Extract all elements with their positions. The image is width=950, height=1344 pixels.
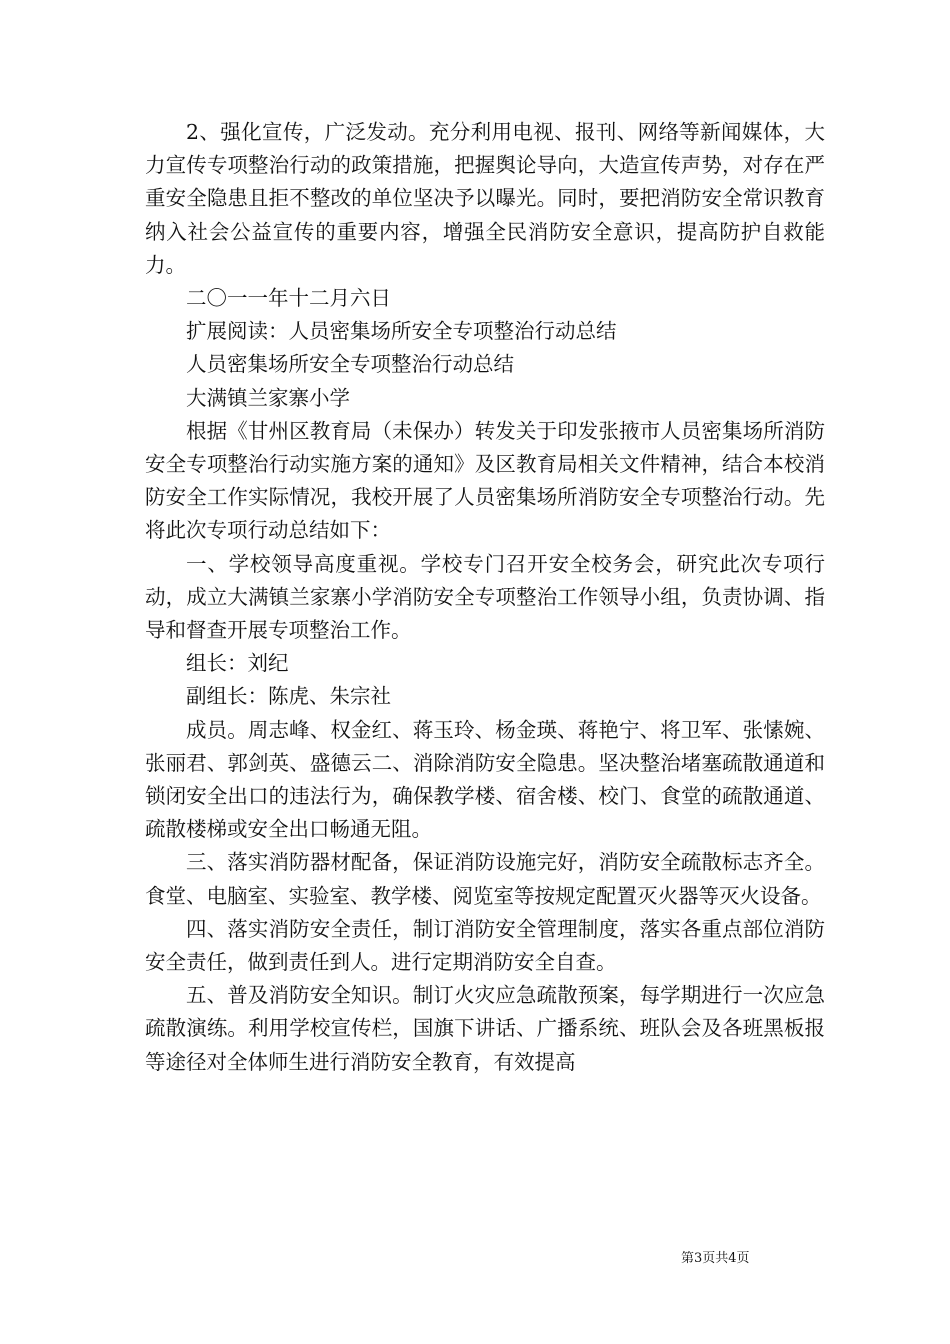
paragraph-section-one: 一、学校领导高度重视。学校专门召开安全校务会，研究此次专项行动，成立大满镇兰家寨小学消防安全专项整治工作领导小组，负责协调、指导和督查开展专项整治工作。: [145, 551, 825, 643]
paragraph-deputy-leaders: 副组长：陈虎、朱宗社: [186, 684, 391, 709]
paragraph-title: 人员密集场所安全专项整治行动总结: [186, 352, 514, 377]
paragraph-leader: 组长：刘纪: [186, 651, 289, 676]
document-body: [145, 116, 825, 1079]
paragraph-section-five: 五、普及消防安全知识。制订火灾应急疏散预案，每学期进行一次应急疏散演练。利用学校宣传栏，国旗下讲话、广播系统、班队会及各班黑板报等途径对全体师生进行消防安全教育，有效提高: [145, 983, 825, 1074]
paragraph-extended-reading: 扩展阅读：人员密集场所安全专项整治行动总结: [186, 319, 617, 344]
paragraph-intro: 根据《甘州区教育局（未保办）转发关于印发张掖市人员密集场所消防安全专项整治行动实施方案的通知》及区教育局相关文件精神，结合本校消防安全工作实际情况，我校开展了人员密集场所消防安全专项整治行动。先将此次专项行动总结如下：: [145, 418, 825, 543]
page-number-footer: 第3页共4页: [681, 1251, 750, 1266]
paragraph-section-three: 三、落实消防器材配备，保证消防设施完好，消防安全疏散标志齐全。食堂、电脑室、实验室、教学楼、阅览室等按规定配置灭火器等灭火设备。: [145, 850, 825, 908]
paragraph-publicity: 2、强化宣传，广泛发动。充分利用电视、报刊、网络等新闻媒体，大力宣传专项整治行动的政策措施，把握舆论导向，大造宣传声势，对存在严重安全隐患且拒不整改的单位坚决予以曝光。同时，要把消防安全常识教育纳入社会公益宣传的重要内容，增强全民消防安全意识，提高防护自救能力。: [145, 120, 825, 277]
paragraph-members: 成员。周志峰、权金红、蒋玉玲、杨金瑛、蒋艳宁、将卫军、张愫婉、张丽君、郭剑英、盛德云二、消除消防安全隐患。坚决整治堵塞疏散通道和锁闭安全出口的违法行为，确保教学楼、宿舍楼、校门、食堂的疏散通道、疏散楼梯或安全出口畅通无阻。: [145, 717, 825, 842]
paragraph-school-name: 大满镇兰家寨小学: [186, 385, 350, 410]
paragraph-section-four: 四、落实消防安全责任，制订消防安全管理制度，落实各重点部位消防安全责任，做到责任到人。进行定期消防安全自查。: [145, 916, 825, 975]
paragraph-date: 二〇一一年十二月六日: [186, 286, 391, 311]
